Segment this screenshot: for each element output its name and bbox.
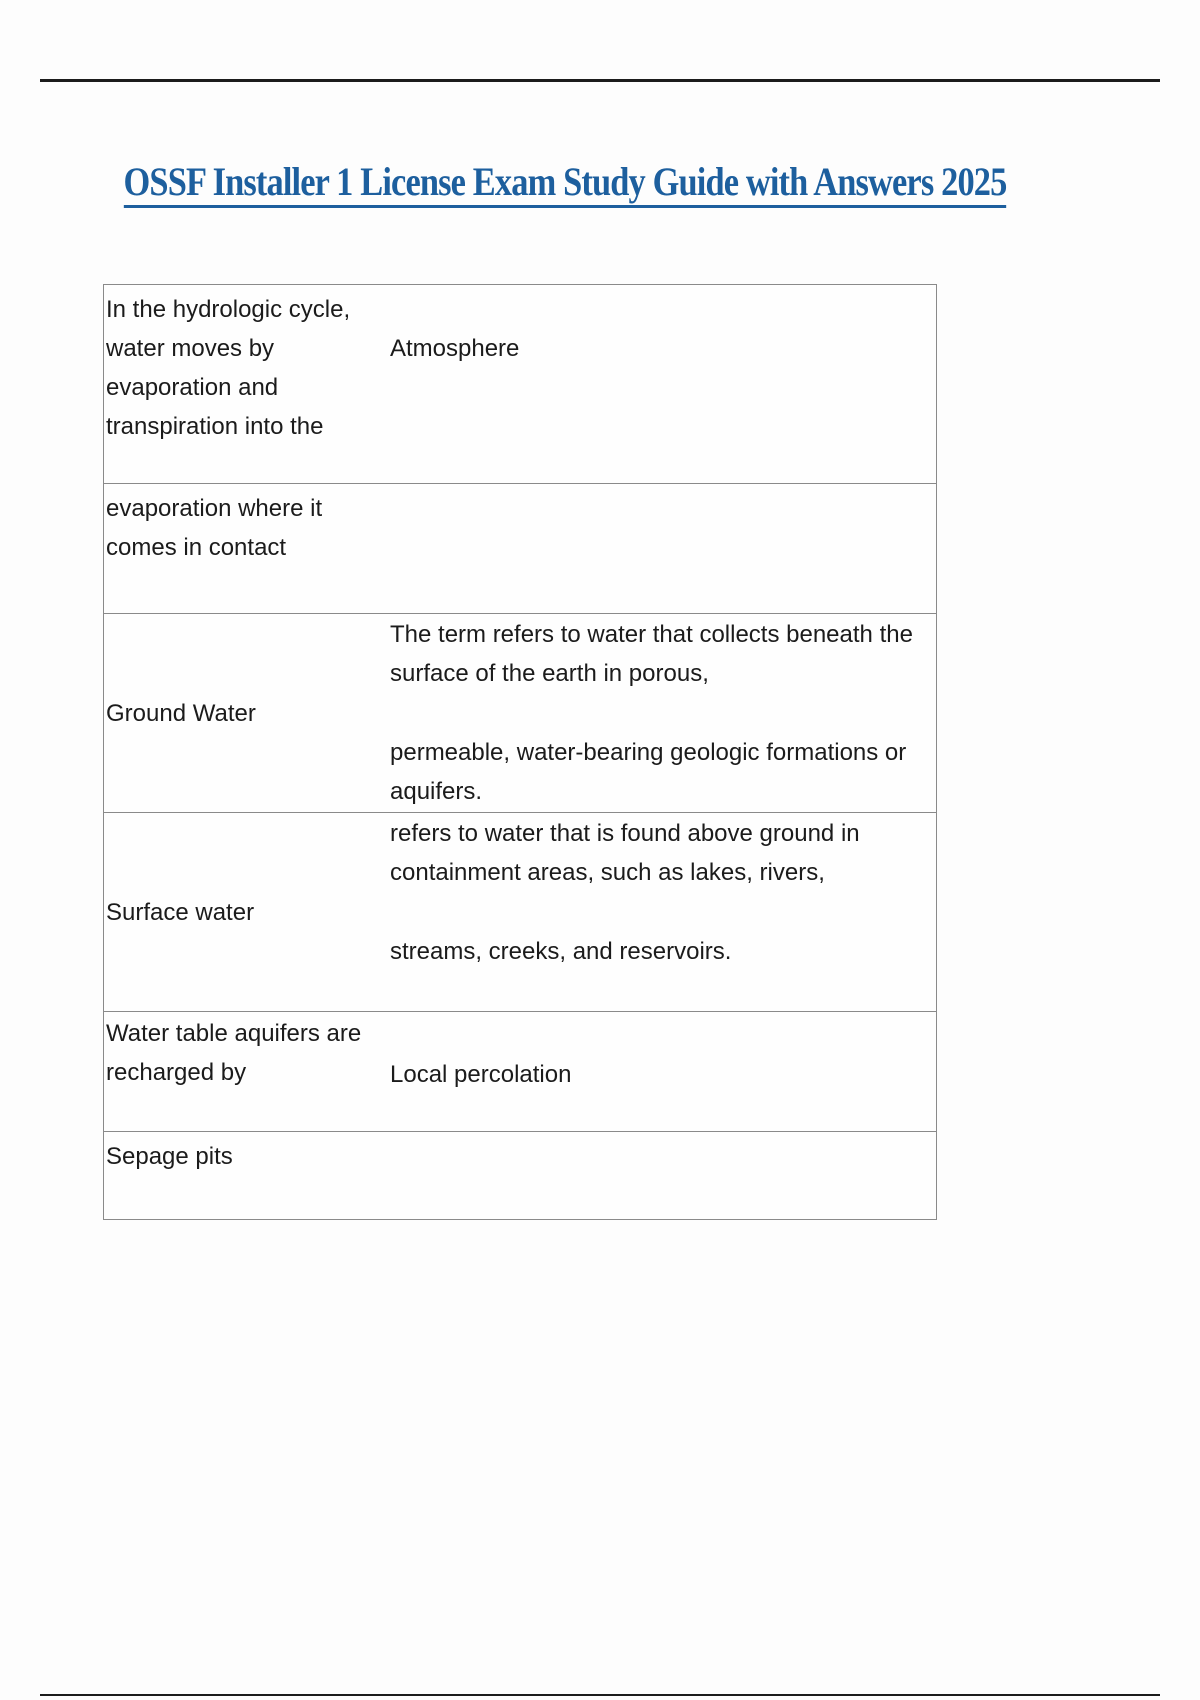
table-row — [104, 1012, 937, 1132]
term-cell — [104, 614, 369, 813]
term-cell — [104, 1012, 369, 1132]
answer-text: Atmosphere — [390, 335, 520, 362]
table-row — [104, 285, 937, 484]
term-text: evaporation where it comes in contact — [106, 495, 323, 561]
table-row — [104, 614, 937, 813]
answer-cell — [368, 614, 937, 813]
term-text: Sepage pits — [106, 1143, 233, 1170]
answer-cell — [368, 1012, 937, 1132]
answer-text: Local percolation — [390, 1061, 572, 1088]
document-title: OSSF Installer 1 License Exam Study Guide with Answers 2025 — [79, 158, 1051, 205]
answer-cell — [368, 285, 937, 484]
term-text: In the hydrologic cycle, water moves by evaporation and transpiration into the — [106, 296, 351, 440]
footer-rule — [40, 1694, 1160, 1696]
term-text: Water table aquifers are recharged by — [106, 1020, 362, 1086]
term-cell — [104, 1132, 369, 1220]
answer-text: streams, creeks, and reservoirs. — [390, 938, 732, 965]
answer-text: The term refers to water that collects beneath the surface of the earth in porous, — [390, 621, 913, 687]
answer-text: refers to water that is found above ground in containment areas, such as lakes, rivers, — [390, 820, 860, 886]
term-cell — [104, 285, 369, 484]
answer-cell — [368, 813, 937, 1012]
term-text: Ground Water — [106, 699, 256, 727]
term-text: Surface water — [106, 898, 255, 926]
answer-text: permeable, water-bearing geologic formations or aquifers. — [390, 739, 907, 805]
answer-cell — [368, 484, 937, 614]
term-cell — [104, 813, 369, 1012]
term-cell — [104, 484, 369, 614]
study-guide-table — [103, 284, 937, 1220]
table-row — [104, 1132, 937, 1220]
table-row — [104, 484, 937, 614]
header-rule — [40, 79, 1160, 82]
answer-cell — [368, 1132, 937, 1220]
table-row — [104, 813, 937, 1012]
